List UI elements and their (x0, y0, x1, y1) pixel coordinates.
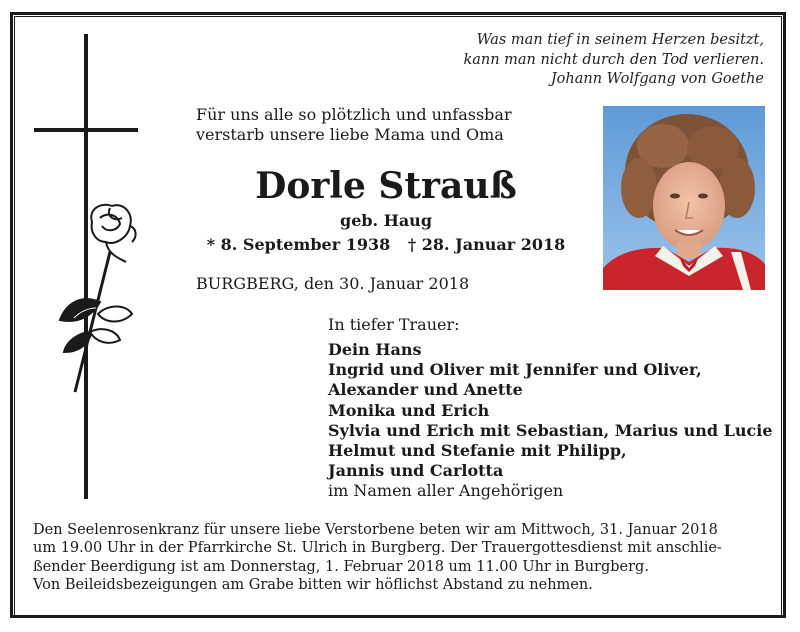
place-and-date: BURGBERG, den 30. Januar 2018 (196, 274, 470, 293)
deceased-name: Dorle Strauß (255, 165, 517, 207)
birth-date: * 8. September 1938 (206, 235, 391, 254)
family-member: Jannis und Carlotta (328, 461, 504, 481)
maiden-name: geb. Haug (340, 211, 432, 230)
family-member: Ingrid und Oliver mit Jennifer und Oliver, (328, 360, 702, 380)
family-list (328, 340, 773, 502)
death-date: † 28. Januar 2018 (407, 235, 566, 254)
family-member: Monika und Erich (328, 400, 490, 420)
quote-author: Johann Wolfgang von Goethe (550, 71, 764, 87)
service-information (33, 521, 773, 594)
footer-line: Den Seelenrosenkranz für unsere liebe Verstorbene beten wir am Mittwoch, 31. Januar 2018 (33, 522, 718, 538)
rose-icon (60, 205, 136, 392)
footer-line: Von Beileidsbezeigungen am Grabe bitten wir höflichst Abstand zu nehmen. (33, 576, 593, 593)
family-member: Dein Hans (328, 340, 422, 359)
footer-line: um 19.00 Uhr in der Pfarrkirche St. Ulrich in Burgberg. Der Trauergottesdienst mit anschlie- (33, 540, 722, 557)
intro-text (196, 105, 512, 145)
portrait-photo (603, 106, 765, 290)
quote-line: kann man nicht durch den Tod verlieren. (463, 51, 764, 68)
family-member: Helmut und Stefanie mit Philipp, (328, 441, 627, 461)
quote-line: Was man tief in seinem Herzen besitzt, (476, 32, 764, 48)
life-dates (196, 235, 576, 254)
intro-line: verstarb unsere liebe Mama und Oma (196, 125, 504, 144)
family-member: Alexander und Anette (328, 380, 523, 400)
cross-with-rose-icon (30, 32, 150, 502)
family-member: Sylvia und Erich mit Sebastian, Marius und Lucie (328, 420, 773, 440)
footer-line: ßender Beerdigung ist am Donnerstag, 1. Februar 2018 um 11.00 Uhr in Burgberg. (33, 558, 649, 575)
mourning-heading: In tiefer Trauer: (328, 315, 460, 334)
goethe-quote (463, 31, 764, 90)
intro-line: Für uns alle so plötzlich und unfassbar (196, 105, 512, 124)
family-closing: im Namen aller Angehörigen (328, 481, 564, 501)
